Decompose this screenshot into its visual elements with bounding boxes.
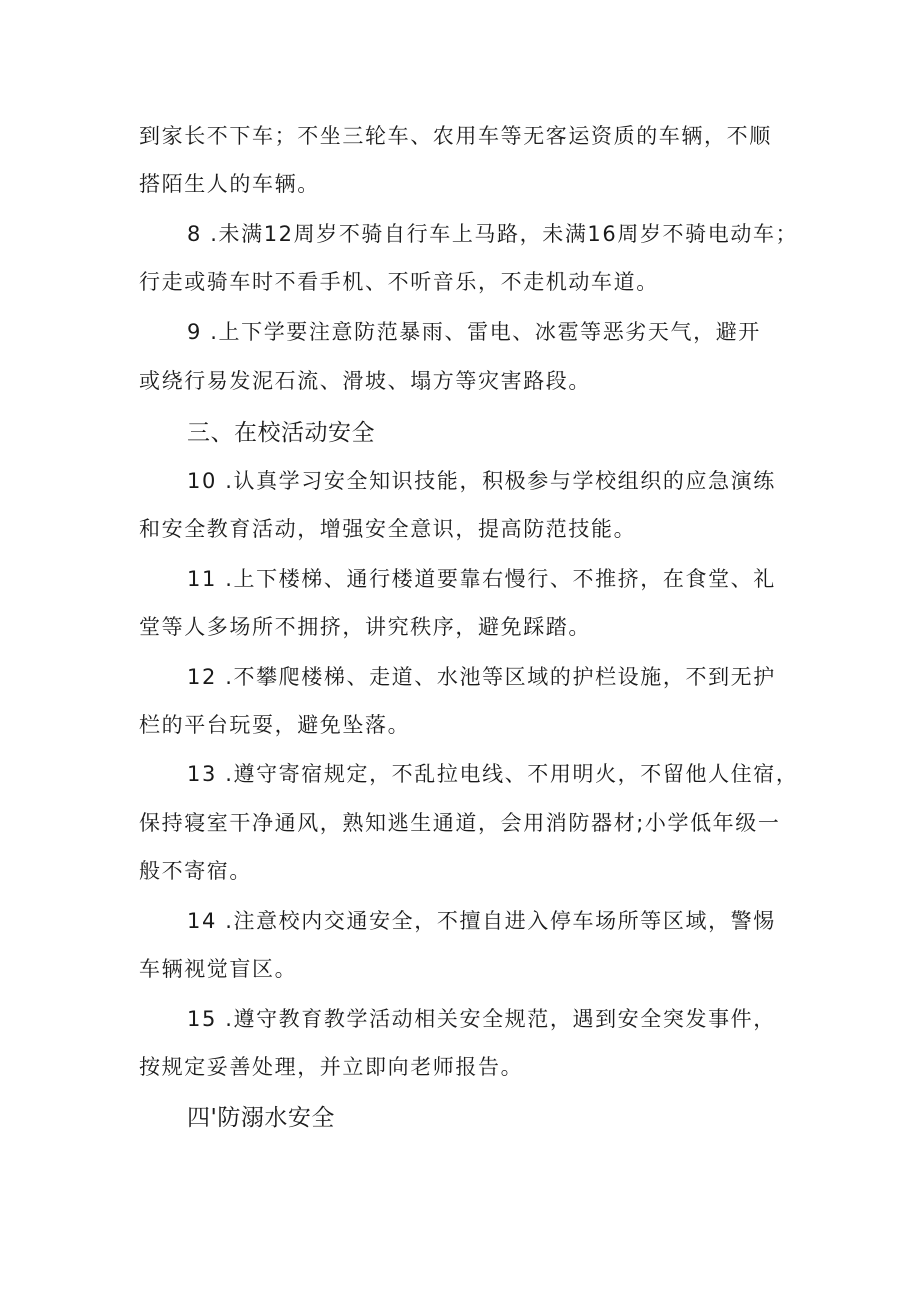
- paragraph-9-line-1: 9 .上下学要注意防范暴雨、雷电、冰雹等恶劣天气，避开: [187, 320, 761, 344]
- paragraph-14-line-2: 车辆视觉盲区。: [139, 957, 298, 981]
- paragraph-14-line-1: 14 .注意校内交通安全，不擅自进入停车场所等区域，警惕: [187, 909, 776, 933]
- paragraph-15-line-2: 按规定妥善处理，并立即向老师报告。: [139, 1055, 524, 1079]
- paragraph-9-line-2: 或绕行易发泥石流、滑坡、塌方等灾害路段。: [139, 369, 591, 393]
- paragraph-13-line-3: 般不寄宿。: [139, 859, 252, 883]
- paragraph-7-line-3: 搭陌生人的车辆。: [139, 172, 320, 196]
- paragraph-15-line-1: 15 .遵守教育教学活动相关安全规范，遇到安全突发事件，: [187, 1007, 776, 1031]
- paragraph-10-line-2: 和安全教育活动，增强安全意识，提高防范技能。: [139, 517, 637, 541]
- paragraph-12-line-1: 12 .不攀爬楼梯、走道、水池等区域的护栏设施，不到无护: [187, 665, 776, 689]
- paragraph-12-line-2: 栏的平台玩耍，避免坠落。: [139, 713, 411, 737]
- section-heading-3: 三、在校活动安全: [187, 420, 375, 446]
- paragraph-7-line-2: 到家长不下车；不坐三轮车、农用车等无客运资质的车辆，不顺: [139, 124, 772, 148]
- paragraph-13-line-2: 保持寝室干净通风，熟知逃生通道，会用消防器材;小学低年级一: [139, 811, 781, 835]
- paragraph-11-line-1: 11 .上下楼梯、通行楼道要靠右慢行、不推挤，在食堂、礼: [187, 567, 776, 591]
- paragraph-10-line-1: 10 .认真学习安全知识技能，积极参与学校组织的应急演练: [187, 469, 776, 493]
- paragraph-8-line-2: 行走或骑车时不看手机、不听音乐，不走机动车道。: [139, 270, 659, 294]
- paragraph-8-line-1: 8 .未满12周岁不骑自行车上马路，未满16周岁不骑电动车；: [187, 222, 799, 246]
- paragraph-11-line-2: 堂等人多场所不拥挤，讲究秩序，避免踩踏。: [139, 615, 591, 639]
- paragraph-13-line-1: 13 .遵守寄宿规定，不乱拉电线、不用明火，不留他人住宿，: [187, 762, 799, 786]
- section-heading-4: 四'防溺水安全: [187, 1105, 335, 1131]
